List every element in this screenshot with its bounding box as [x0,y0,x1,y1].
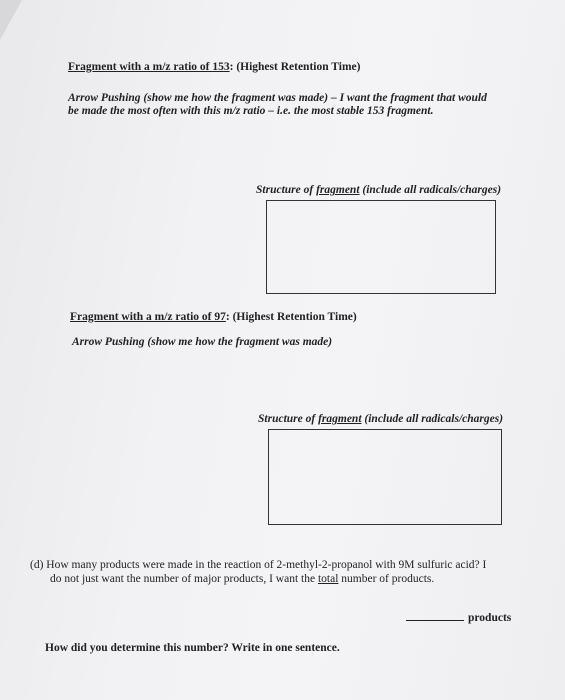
structure-label-suffix: (include all radicals/charges) [361,413,504,425]
question-d-total: total [317,573,339,585]
fragment-97-heading-rest: : (Highest Retention Time) [225,311,357,323]
fragment-97-heading [70,311,357,323]
fragment-97-instructions: Arrow Pushing (show me how the fragment was made) [72,336,333,348]
fragment-153-heading [68,61,360,73]
products-answer [406,612,511,624]
structure-label-fragment: fragment [316,184,360,196]
question-d-line2-a: do not just want the number of major products, I want the [50,573,318,585]
question-d-line2 [30,572,486,586]
structure-label-suffix: (include all radicals/charges) [359,184,502,196]
structure-label-prefix: Structure of [256,184,317,196]
products-answer-label: products [468,612,512,624]
fragment-97-structure-box[interactable] [268,429,502,525]
page-corner-shadow [0,0,22,40]
question-d-line2-b: number of products. [338,573,435,585]
fragment-153-instructions-line1: Arrow Pushing (show me how the fragment was made) – I want the fragment that would [68,92,487,104]
fragment-153-instructions-line2: be made the most often with this m/z ratio – i.e. the most stable 153 fragment. [68,105,434,117]
fragment-153-heading-link: Fragment with a m/z ratio of 153 [68,61,230,73]
fragment-97-structure-label [258,413,503,425]
fragment-153-structure-label [256,184,501,196]
fragment-153-instructions [68,92,487,118]
structure-label-prefix: Structure of [258,413,319,425]
fragment-153-heading-rest: : (Highest Retention Time) [229,61,361,73]
products-answer-blank[interactable] [406,619,464,621]
structure-label-fragment: fragment [318,413,362,425]
fragment-153-structure-box[interactable] [266,200,496,294]
question-d-line1: (d) How many products were made in the reaction of 2-methyl-2-propanol with 9M sulfuric acid? I [30,559,487,571]
fragment-97-heading-link: Fragment with a m/z ratio of 97 [70,311,226,323]
question-d [30,558,486,586]
followup-question: How did you determine this number? Write in one sentence. [45,642,340,654]
